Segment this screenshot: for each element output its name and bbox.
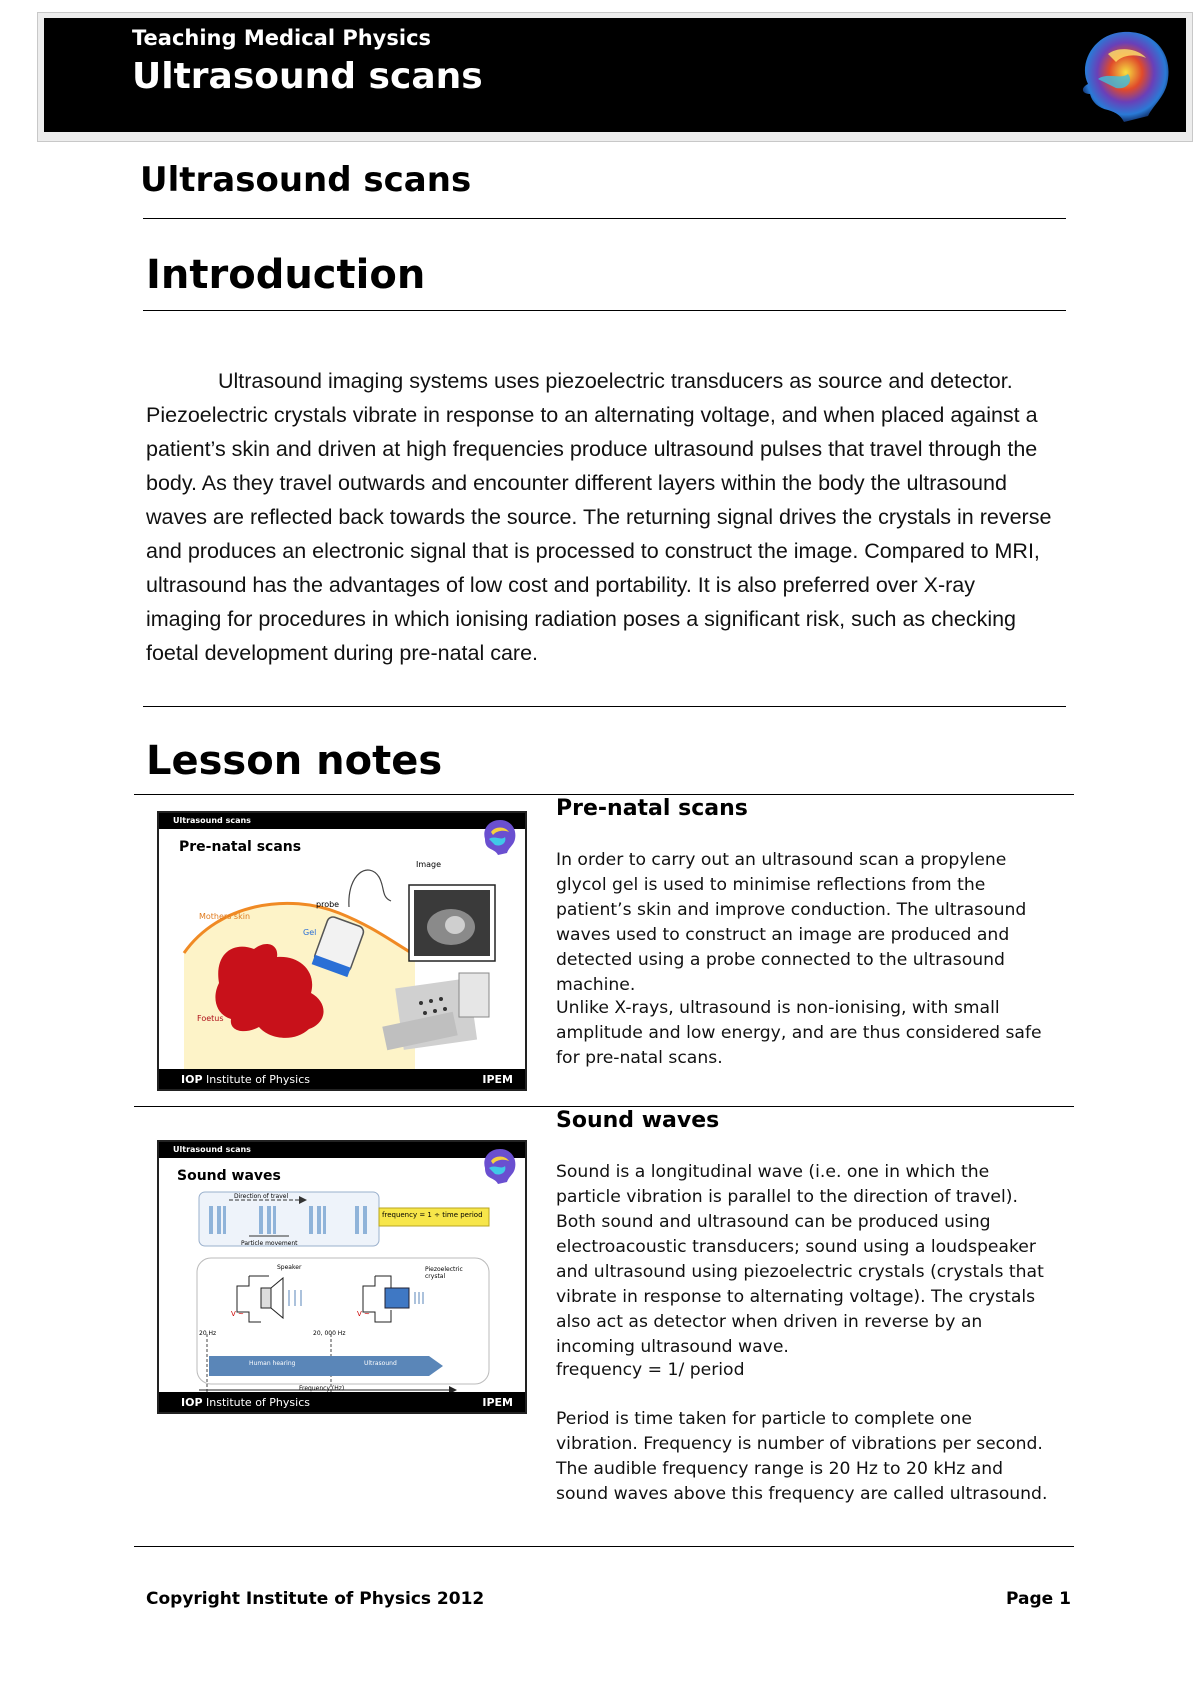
slide-footer-iop [181, 1073, 310, 1086]
header-subtitle: Teaching Medical Physics [132, 26, 432, 50]
footer-divider [134, 1546, 1074, 1547]
slide-label-human-hearing: Human hearing [249, 1360, 296, 1367]
slide-label-gel: Gel [303, 928, 317, 937]
slide-label-image: Image [416, 860, 442, 869]
introduction-heading: Introduction [146, 252, 426, 298]
slide-label-mothers-skin: Mothers skin [199, 912, 251, 921]
prenatal-heading: Pre-natal scans [556, 796, 748, 821]
frequency-formula: frequency = 1/ period [556, 1360, 745, 1380]
slide-title: Sound waves [177, 1168, 281, 1184]
slide-label-20khz: 20, 000 Hz [313, 1330, 346, 1337]
slide-footer-ipem: IPEM [482, 1396, 513, 1409]
brain-scan-logo [479, 1146, 519, 1186]
sound-waves-paragraph-2: Period is time taken for particle to complete one vibration. Frequency is number of vibrations per second. The audible frequency range is 20 Hz to 20 kHz and sound waves above this frequency are called ultrasound. [556, 1409, 1048, 1504]
sound-waves-slide [157, 1140, 527, 1414]
slide-label-voltage-1: V ~ [231, 1310, 244, 1318]
slide-label-particle: Particle movement [241, 1240, 298, 1247]
iop-text: Institute of Physics [206, 1396, 310, 1409]
divider [134, 1106, 1074, 1107]
slide-title: Pre-natal scans [179, 839, 302, 855]
lesson-notes-heading: Lesson notes [146, 738, 443, 784]
header-title: Ultrasound scans [132, 56, 483, 97]
slide-top-label: Ultrasound scans [173, 816, 251, 825]
prenatal-paragraph-2: Unlike X-rays, ultrasound is non-ionising, with small amplitude and low energy, and are thus considered safe for pre-natal scans. [556, 998, 1042, 1068]
slide-label-frequency-axis: Frequency (Hz) [299, 1385, 345, 1392]
slide-top-label: Ultrasound scans [173, 1145, 251, 1154]
slide-label-voltage-2: V ~ [357, 1310, 370, 1318]
prenatal-paragraph-1: In order to carry out an ultrasound scan a propylene glycol gel is used to minimise reflections from the patient’s skin and improve conduction. The ultrasound waves used to construct an image are produced and detected using a probe connected to the ultrasound machine. [556, 850, 1027, 995]
slide-label-crystal: Piezoelectric crystal [425, 1266, 463, 1280]
slide-label-direction: Direction of travel [234, 1193, 289, 1200]
slide-label-formula: frequency = 1 ÷ time period [382, 1211, 483, 1219]
slide-footer-iop [181, 1396, 310, 1409]
iop-text: Institute of Physics [206, 1073, 310, 1086]
brain-scan-logo [1068, 24, 1180, 128]
slide-label-ultrasound: Ultrasound [364, 1360, 397, 1367]
footer-copyright: Copyright Institute of Physics 2012 [146, 1589, 485, 1609]
divider [143, 218, 1066, 219]
slide-label-20hz: 20 Hz [199, 1330, 217, 1337]
document-title: Ultrasound scans [140, 160, 472, 200]
iop-mark: IOP [181, 1396, 203, 1409]
slide-label-foetus: Foetus [197, 1014, 224, 1023]
sound-waves-heading: Sound waves [556, 1108, 720, 1133]
prenatal-diagram [159, 843, 525, 1069]
iop-mark: IOP [181, 1073, 203, 1086]
divider [134, 794, 1074, 795]
prenatal-slide [157, 811, 527, 1091]
slide-label-probe: probe [316, 900, 340, 909]
sound-waves-paragraph-1: Sound is a longitudinal wave (i.e. one in which the particle vibration is parallel to the direction of travel). Both sound and ultrasound can be produced using electroacoustic transducers; sound using a loudspeaker and ultrasound using piezoelectric crystals (crystals that vibrate in response to alternating voltage). The crystals also act as detector when driven in reverse by an incoming ultrasound wave. [556, 1162, 1044, 1357]
slide-label-speaker: Speaker [277, 1264, 302, 1271]
introduction-paragraph: Ultrasound imaging systems uses piezoelectric transducers as source and detector. Piezoelectric crystals vibrate in response to an alternating voltage, and when placed against a patient’s skin and driven at high frequencies produce ultrasound pulses that travel through the body. As they travel outwards and encounter different layers within the body the ultrasound waves are reflected back towards the source. The returning signal drives the crystals in reverse and produces an electronic signal that is processed to construct the image. Compared to MRI, ultrasound has the advantages of low cost and portability. It is also preferred over X-ray imaging for procedures in which ionising radiation poses a significant risk, such as checking foetal development during pre-natal care. [146, 369, 1052, 665]
divider [143, 706, 1066, 707]
divider [143, 310, 1066, 311]
footer-page-number: Page 1 [1006, 1589, 1071, 1609]
introduction-text [146, 364, 1056, 670]
slide-footer-ipem: IPEM [482, 1073, 513, 1086]
